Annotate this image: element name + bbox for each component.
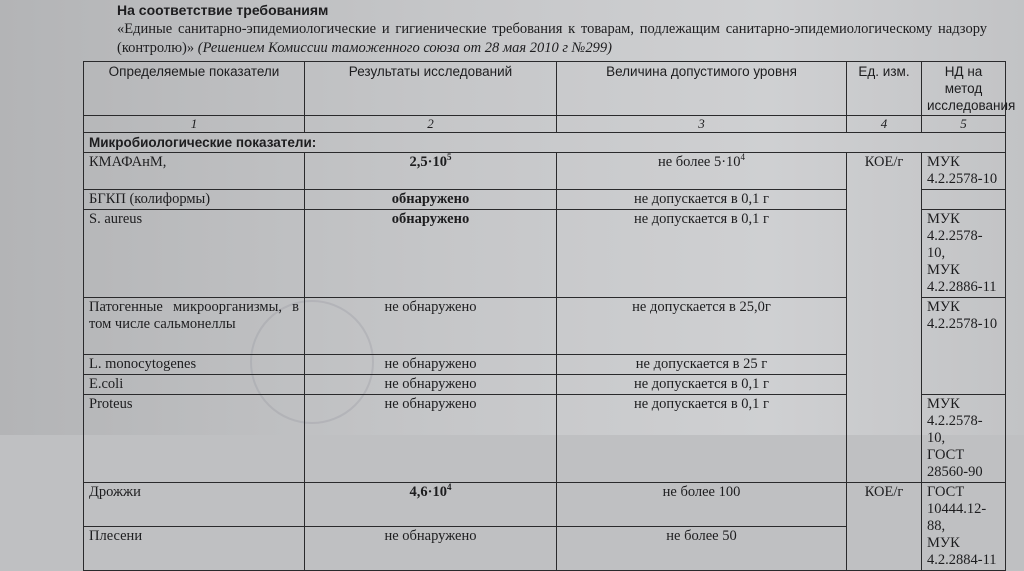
indicator-cell: E.coli [84, 375, 305, 395]
result-base: 4,6·10 [409, 484, 447, 500]
result-cell: обнаружено [305, 210, 557, 298]
method-cell: МУК 4.2.2578-10 [922, 298, 1006, 395]
limit-cell [557, 153, 847, 190]
column-number: 2 [305, 116, 557, 133]
indicator-cell: Proteus [84, 395, 305, 483]
method-cell [922, 483, 1006, 571]
result-cell: обнаружено [305, 190, 557, 210]
indicator-cell: Плесени [84, 527, 305, 571]
indicator-cell: Патогенные микроорганизмы, в том числе сальмонеллы [84, 298, 305, 355]
result-exponent: 4 [446, 482, 452, 493]
column-number: 1 [84, 116, 305, 133]
indicator-cell: S. aureus [84, 210, 305, 298]
unit-cell: КОЕ/г [847, 153, 922, 483]
column-number-row [84, 116, 1006, 133]
limit-cell: не допускается в 0,1 г [557, 375, 847, 395]
limit-cell: не допускается в 0,1 г [557, 210, 847, 298]
method-line: МУК 4.2.2886-11 [927, 262, 997, 295]
indicator-cell: КМАФАнМ, [84, 153, 305, 190]
method-cell [922, 210, 1006, 298]
result-cell [305, 483, 557, 527]
method-cell: МУК 4.2.2578-10 [922, 153, 1006, 190]
result-cell: не обнаружено [305, 298, 557, 355]
column-header: НД на метод исследования [922, 62, 1006, 116]
limit-cell: не допускается в 0,1 г [557, 395, 847, 483]
method-cell [922, 395, 1006, 483]
unit-cell: КОЕ/г [847, 483, 922, 571]
requirements-text: «Единые санитарно-эпидемиологические и гигиенические требования к товарам, подлежащим санитарно-эпидемиологическому надзору (контролю)» [117, 21, 987, 56]
result-cell [305, 153, 557, 190]
column-number: 5 [922, 116, 1006, 133]
method-cell [922, 190, 1006, 210]
section-title: Микробиологические показатели: [84, 133, 1006, 153]
limit-base: не более 5·10 [657, 154, 741, 170]
result-exponent: 5 [446, 152, 452, 163]
limit-cell: не допускается в 25 г [557, 355, 847, 375]
limit-cell: не более 100 [557, 483, 847, 527]
table-row [84, 483, 1006, 527]
decree-reference: (Решением Комиссии таможенного союза от 28 мая 2010 г №299) [197, 40, 612, 56]
column-number: 4 [847, 116, 922, 133]
result-cell: не обнаружено [305, 355, 557, 375]
column-header: Результаты исследований [305, 62, 557, 116]
method-line: ГОСТ 28560-90 [927, 447, 983, 480]
method-line: МУК 4.2.2578-10, [927, 396, 983, 446]
limit-cell: не более 50 [557, 527, 847, 571]
limit-cell: не допускается в 0,1 г [557, 190, 847, 210]
method-line: МУК 4.2.2884-11 [927, 535, 997, 568]
column-header: Величина допустимого уровня [557, 62, 847, 116]
indicator-cell: Дрожжи [84, 483, 305, 527]
result-cell: не обнаружено [305, 527, 557, 571]
limit-exponent: 4 [740, 152, 746, 163]
column-header: Ед. изм. [847, 62, 922, 116]
document-heading: На соответствие требованиям [117, 2, 329, 18]
table-header-row [84, 62, 1006, 116]
limit-cell: не допускается в 25,0г [557, 298, 847, 355]
indicator-cell: L. monocytogenes [84, 355, 305, 375]
column-header: Определяемые показатели [84, 62, 305, 116]
results-table [83, 61, 1016, 571]
result-cell: не обнаружено [305, 375, 557, 395]
result-base: 2,5·10 [409, 154, 447, 170]
method-line: МУК 4.2.2578-10, [927, 211, 983, 261]
table-row [84, 153, 1006, 190]
indicator-cell: БГКП (колиформы) [84, 190, 305, 210]
method-line: ГОСТ 10444.12-88, [927, 484, 987, 534]
column-number: 3 [557, 116, 847, 133]
section-row [84, 133, 1006, 153]
requirements-paragraph [117, 20, 987, 58]
result-cell: не обнаружено [305, 395, 557, 483]
